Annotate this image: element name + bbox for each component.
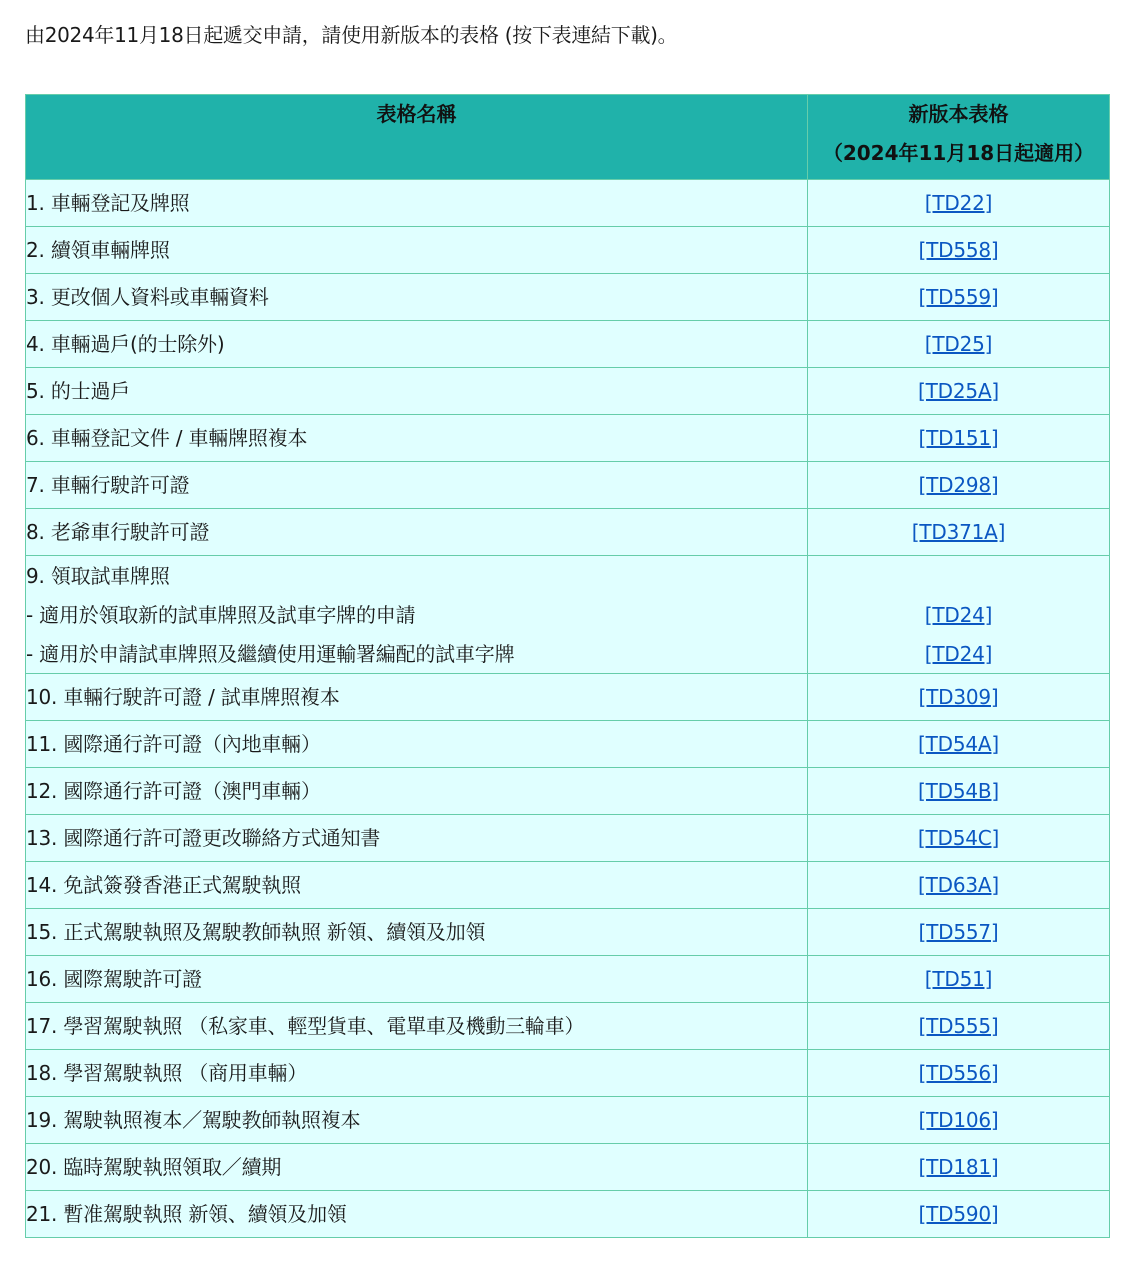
form-link-td106[interactable]: [TD106] (918, 1108, 999, 1132)
table-row (26, 909, 1110, 956)
table-row (26, 509, 1110, 556)
form-name: 14. 免試簽發香港正式駕駛執照 (26, 862, 808, 909)
form-name-main: 9. 領取試車牌照 (26, 564, 170, 588)
form-link-td298[interactable]: [TD298] (918, 473, 999, 497)
table-row (26, 1050, 1110, 1097)
form-link-td371a[interactable]: [TD371A] (911, 520, 1006, 544)
form-link-td25[interactable]: [TD25] (924, 332, 993, 356)
form-name: 17. 學習駕駛執照 （私家車、輕型貨車、電單車及機動三輪車） (26, 1003, 808, 1050)
form-link-td54c[interactable]: [TD54C] (917, 826, 1000, 850)
table-row (26, 227, 1110, 274)
form-link-td24-continue[interactable]: [TD24] (924, 641, 993, 666)
table-row (26, 1144, 1110, 1191)
table-row (26, 1191, 1110, 1238)
form-name (26, 556, 808, 674)
form-link-td63a[interactable]: [TD63A] (918, 873, 999, 897)
form-name: 2. 續領車輛牌照 (26, 227, 808, 274)
table-row (26, 415, 1110, 462)
form-name: 4. 車輛過戶(的士除外) (26, 321, 808, 368)
form-name: 10. 車輛行駛許可證 / 試車牌照複本 (26, 674, 808, 721)
table-row (26, 674, 1110, 721)
form-link-td181[interactable]: [TD181] (918, 1155, 999, 1179)
form-link-td25a[interactable]: [TD25A] (918, 379, 999, 403)
form-name: 8. 老爺車行駛許可證 (26, 509, 808, 556)
table-row (26, 956, 1110, 1003)
table-header-row (26, 95, 1110, 180)
header-new-form-date: （2024年11月18日起適用） (822, 141, 1095, 165)
header-form-name: 表格名稱 (26, 95, 808, 180)
form-link-td151[interactable]: [TD151] (918, 426, 999, 450)
form-link-td558[interactable]: [TD558] (918, 238, 999, 262)
intro-text: 由2024年11月18日起遞交申請，請使用新版本的表格 (按下表連結下載)。 (25, 23, 678, 47)
form-name: 13. 國際通行許可證更改聯絡方式通知書 (26, 815, 808, 862)
form-link-td559[interactable]: [TD559] (918, 285, 999, 309)
form-name: 18. 學習駕駛執照 （商用車輛） (26, 1050, 808, 1097)
table-row (26, 721, 1110, 768)
forms-table (25, 94, 1110, 1238)
table-row (26, 462, 1110, 509)
form-name: 3. 更改個人資料或車輛資料 (26, 274, 808, 321)
table-row (26, 1097, 1110, 1144)
header-new-form-title: 新版本表格 (908, 102, 1009, 126)
form-name: 11. 國際通行許可證（內地車輛） (26, 721, 808, 768)
form-link-td51[interactable]: [TD51] (924, 967, 993, 991)
form-name: 1. 車輛登記及牌照 (26, 180, 808, 227)
table-row (26, 321, 1110, 368)
form-name: 12. 國際通行許可證（澳門車輛） (26, 768, 808, 815)
form-name: 5. 的士過戶 (26, 368, 808, 415)
form-link-td309[interactable]: [TD309] (918, 685, 999, 709)
form-link-td557[interactable]: [TD557] (918, 920, 999, 944)
table-row (26, 815, 1110, 862)
form-name: 6. 車輛登記文件 / 車輛牌照複本 (26, 415, 808, 462)
form-link-td556[interactable]: [TD556] (918, 1061, 999, 1085)
form-name: 19. 駕駛執照複本／駕駛教師執照複本 (26, 1097, 808, 1144)
form-name-sub: - 適用於領取新的試車牌照及試車字牌的申請 (26, 603, 416, 627)
form-name: 20. 臨時駕駛執照領取／續期 (26, 1144, 808, 1191)
form-name-sub: - 適用於申請試車牌照及繼續使用運輸署編配的試車字牌 (26, 641, 515, 666)
table-row (26, 862, 1110, 909)
table-row (26, 556, 1110, 674)
form-link-td54b[interactable]: [TD54B] (918, 779, 999, 803)
form-name: 7. 車輛行駛許可證 (26, 462, 808, 509)
table-row (26, 768, 1110, 815)
form-link-td54a[interactable]: [TD54A] (918, 732, 999, 756)
table-row (26, 368, 1110, 415)
table-row (26, 1003, 1110, 1050)
form-name: 16. 國際駕駛許可證 (26, 956, 808, 1003)
form-link-td555[interactable]: [TD555] (918, 1014, 999, 1038)
table-row (26, 274, 1110, 321)
table-row (26, 180, 1110, 227)
header-new-form (808, 95, 1110, 180)
form-name: 21. 暫准駕駛執照 新領、續領及加領 (26, 1191, 808, 1238)
form-link-td24-new[interactable]: [TD24] (924, 603, 993, 627)
form-link-td590[interactable]: [TD590] (918, 1202, 999, 1226)
form-name: 15. 正式駕駛執照及駕駛教師執照 新領、續領及加領 (26, 909, 808, 956)
form-link-td22[interactable]: [TD22] (924, 191, 993, 215)
